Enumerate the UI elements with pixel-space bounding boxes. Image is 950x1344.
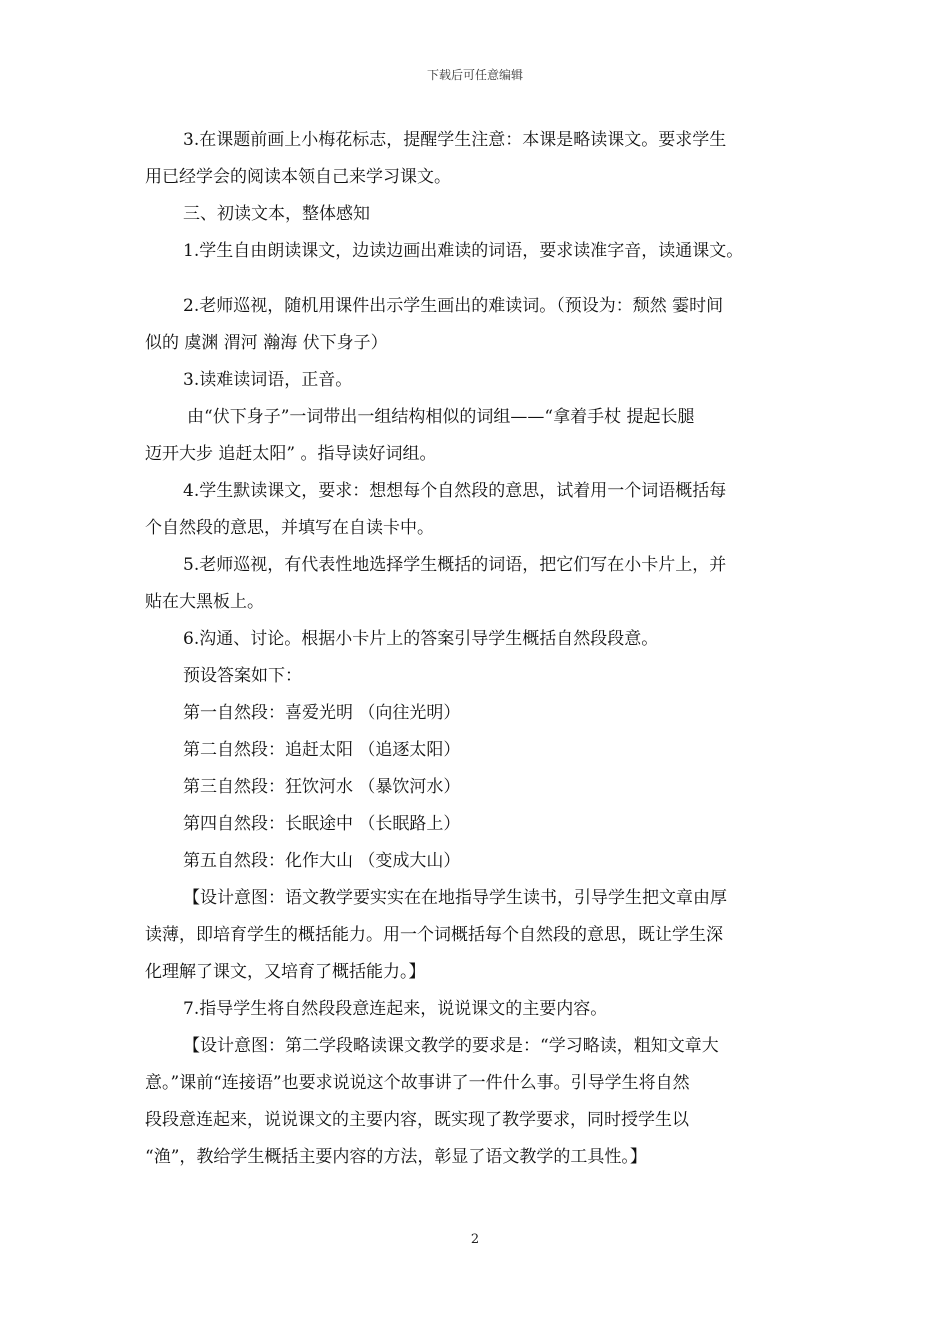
text-line: 意。”课前“连接语”也要求说说这个故事讲了一件什么事。引导学生将自然 — [145, 1073, 690, 1093]
text-line: 由“伏下身子”一词带出一组结构相似的词组——“拿着手杖 提起长腿 — [187, 407, 695, 427]
text-line: 个自然段的意思，并填写在自读卡中。 — [145, 518, 434, 538]
text-line: “渔”，教给学生概括主要内容的方法，彰显了语文教学的工具性。】 — [145, 1147, 647, 1167]
text-line: 1.学生自由朗读课文，边读边画出难读的词语，要求读准字音，读通课文。 — [183, 241, 744, 261]
text-line: 第一自然段：喜爱光明 （向往光明） — [183, 703, 461, 723]
text-line: 第五自然段：化作大山 （变成大山） — [183, 851, 461, 871]
text-line: 4.学生默读课文，要求：想想每个自然段的意思，试着用一个词语概括每 — [183, 481, 727, 501]
text-line: 三、初读文本，整体感知 — [183, 204, 370, 224]
text-line: 【设计意图：语文教学要实实在在地指导学生读书，引导学生把文章由厚 — [183, 888, 727, 908]
page-header: 下载后可任意编辑 — [426, 68, 523, 82]
page-number: 2 — [470, 1232, 480, 1247]
text-line: 化理解了课文，又培育了概括能力。】 — [145, 962, 426, 982]
text-line: 第三自然段：狂饮河水 （暴饮河水） — [183, 777, 461, 797]
text-line: 7.指导学生将自然段段意连起来，说说课文的主要内容。 — [183, 999, 608, 1019]
text-line: 贴在大黑板上。 — [145, 592, 264, 612]
text-line: 3.读难读词语，正音。 — [183, 370, 353, 390]
text-line: 【设计意图：第二学段略读课文教学的要求是：“学习略读，粗知文章大 — [183, 1036, 719, 1056]
text-line: 第二自然段：追赶太阳 （追逐太阳） — [183, 740, 461, 760]
text-line: 6.沟通、讨论。根据小卡片上的答案引导学生概括自然段段意。 — [183, 629, 659, 649]
paragraph-gap — [145, 270, 821, 288]
text-line: 读薄，即培育学生的概括能力。用一个词概括每个自然段的意思，既让学生深 — [145, 925, 723, 945]
text-line: 第四自然段：长眠途中 （长眠路上） — [183, 814, 461, 834]
text-line: 3.在课题前画上小梅花标志，提醒学生注意：本课是略读课文。要求学生 — [183, 130, 727, 150]
document-body — [145, 122, 821, 1176]
text-line: 段段意连起来，说说课文的主要内容，既实现了教学要求，同时授学生以 — [145, 1110, 689, 1130]
text-line: 迈开大步 追赶太阳” 。指导读好词组。 — [145, 444, 437, 464]
text-line: 预设答案如下： — [183, 666, 302, 686]
text-line: 2.老师巡视，随机用课件出示学生画出的难读词。（预设为：颓然 霎时间 — [183, 296, 724, 316]
text-line: 似的 虞渊 渭河 瀚海 伏下身子） — [145, 333, 388, 353]
text-line: 用已经学会的阅读本领自己来学习课文。 — [145, 167, 451, 187]
text-line: 5.老师巡视，有代表性地选择学生概括的词语，把它们写在小卡片上，并 — [183, 555, 727, 575]
